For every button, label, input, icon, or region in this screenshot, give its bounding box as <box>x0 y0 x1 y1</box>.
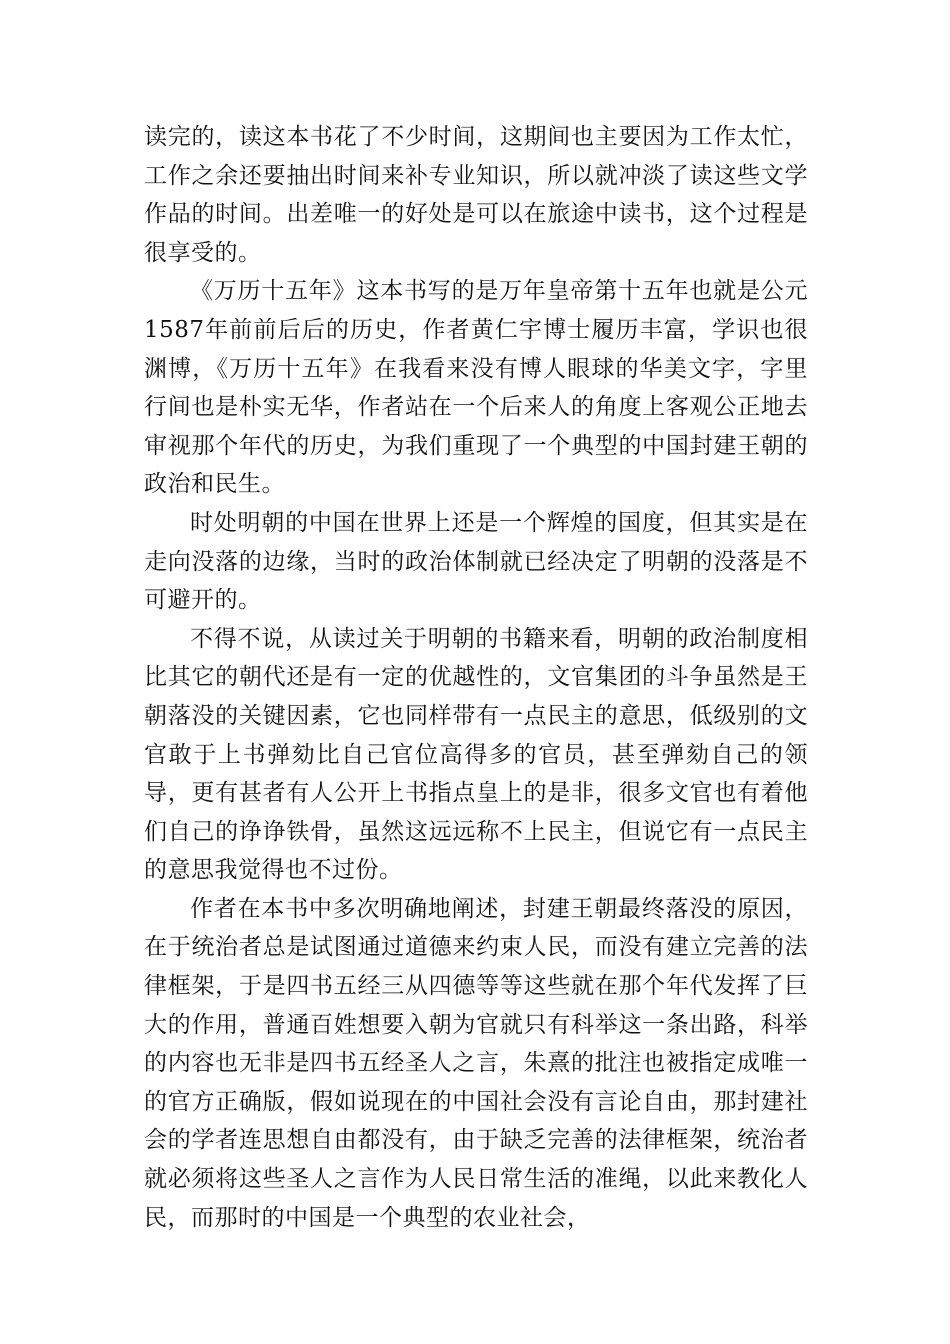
paragraph-ming-decline: 时处明朝的中国在世界上还是一个辉煌的国度，但其实是在走向没落的边缘，当时的政治体制就已经决定了明朝的没落是不可避开的。 <box>144 509 808 614</box>
paragraph-continuation: 读完的，读这本书花了不少时间，这期间也主要因为工作太忙，工作之余还要抽出时间来补专业知识，所以就冲淡了读这些文学作品的时间。出差唯一的好处是可以在旅途中读书，这个过程是很享受的。 <box>144 124 808 266</box>
document-body <box>144 118 808 1237</box>
paragraph-ming-politics: 不得不说，从读过关于明朝的书籍来看，明朝的政治制度相比其它的朝代还是有一定的优越性的，文官集团的斗争虽然是王朝落没的关键因素，它也同样带有一点民主的意思，低级别的文官敢于上书弹劾比自己官位高得多的官员，甚至弹劾自己的领导，更有甚者有人公开上书指点皇上的是非，很多文官也有着他们自己的诤诤铁骨，虽然这远远称不上民主，但说它有一点民主的意思我觉得也不过份。 <box>144 625 808 884</box>
paragraph-feudal-morality: 作者在本书中多次明确地阐述，封建王朝最终落没的原因，在于统治者总是试图通过道德来约束人民，而没有建立完善的法律框架，于是四书五经三从四德等等这些就在那个年代发挥了巨大的作用，普通百姓想要入朝为官就只有科举这一条出路，科举的内容也无非是四书五经圣人之言，朱熹的批注也被指定成唯一的官方正确版，假如说现在的中国社会没有言论自由，那封建社会的学者连思想自由都没有，由于缺乏完善的法律框架，统治者就必须将这些圣人之言作为人民日常生活的准绳，以此来教化人民，而那时的中国是一个典型的农业社会， <box>144 895 808 1231</box>
paragraph-wanli-intro: 《万历十五年》这本书写的是万年皇帝第十五年也就是公元1587年前前后后的历史，作者黄仁宇博士履历丰富，学识也很渊博，《万历十五年》在我看来没有博人眼球的华美文字，字里行间也是朴实无华，作者站在一个后来人的角度上客观公正地去审视那个年代的历史，为我们重现了一个典型的中国封建王朝的政治和民生。 <box>144 278 808 498</box>
